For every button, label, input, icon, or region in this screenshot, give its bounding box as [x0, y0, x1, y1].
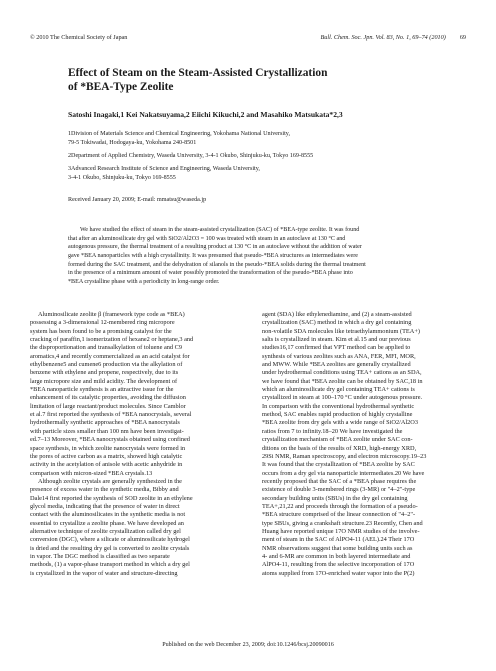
body-text-line: crystallization mechanism of *BEA zeolite under SAC con-: [262, 436, 413, 444]
body-text-line: occurs from a dry gel via nanoparticle intermediates.20 We have: [262, 469, 425, 477]
abstract-line: autogenous pressure, the thermal treatment of a resulting product at 130 °C in an autoclave without the addition of water: [68, 244, 362, 251]
body-text-line: is crystallized in the vapor of water and structure-directing: [30, 569, 178, 577]
body-text-line: 29Si NMR, Raman spectroscopy, and electron microscopy.19–23: [262, 452, 427, 460]
affiliation-2: [68, 152, 466, 161]
body-text-line: methods, (1) a vapor-phase transport method in which a dry gel: [30, 561, 190, 569]
body-text-line: agent (SDA) like ethylenediamine, and (2) a steam-assisted: [262, 311, 412, 318]
body-text-line: we have found that *BEA zeolite can be obtained by SAC,18 in: [262, 377, 423, 385]
body-text-line: conversion (DGC), where a silicate or aluminosilicate hydrogel: [30, 536, 190, 544]
abstract-line: gave *BEA nanoparticles with a high crystallinity. It was presumed that pseudo-*BEA structures as intermediates were: [68, 252, 358, 259]
article-title: [68, 66, 466, 94]
publication-footer: Published on the web December 23, 2009; doi:10.1246/bcsj.20090016: [162, 642, 334, 648]
body-text-line: hydrothermally synthetic approaches of *BEA nanocrystals: [30, 419, 180, 427]
affiliation-3-line-1: 3Advanced Research Institute of Science and Engineering, Waseda University,: [68, 165, 260, 172]
affiliation-2-line-1: 2Department of Applied Chemistry, Waseda University, 3-4-1 Okubo, Shinjuku-ku, Tokyo 169-8555: [68, 152, 314, 159]
affiliation-1-line-2: 79-5 Tokiwadai, Hodogaya-ku, Yokohama 240-8501: [68, 139, 197, 146]
body-text-line: TEA+,21,22 and proceeds through the formation of a pseudo-: [262, 502, 418, 510]
body-text-line: In comparison with the conventional hydrothermal synthetic: [262, 402, 415, 410]
body-text-line: Although zeolite crystals are generally synthesized in the: [38, 477, 182, 485]
affiliation-1-line-1: 1Division of Materials Science and Chemical Engineering, Yokohama National University,: [68, 131, 290, 137]
body-text-line: *BEA nanoparticle synthesis is an attractive issue for the: [30, 386, 174, 394]
body-text-line: atoms supplied from 17O-enriched water vapor into the P(2): [262, 569, 415, 577]
abstract-line: We have studied the effect of steam in the steam-assisted crystallization (SAC) of *BEA-type zeolite. It was found: [80, 227, 360, 233]
body-text-line: glycol media, indicating that the presence of water in direct: [30, 502, 180, 510]
abstract-line: that after an aluminosilicate dry gel with SiO2/Al2O3 = 100 was treated with steam in an autoclave at 130 °C and: [68, 235, 346, 242]
body-text-line: comparison with micron-sized *BEA crystals.13: [30, 469, 153, 477]
body-text-line: type SBUs, giving a crankshaft structure.23 Recently, Chen and: [262, 519, 423, 527]
body-text-line: Aluminosilicate zeolite β (framework type code as *BEA): [38, 311, 185, 318]
affiliations: [68, 130, 466, 187]
title-line-2: of *BEA-Type Zeolite: [68, 81, 174, 93]
received-date-email: Received January 20, 2009; E-mail: mmatsu@waseda.jp: [68, 197, 207, 203]
body-text-line: method, SAC enables rapid production of highly crystalline: [262, 411, 413, 419]
body-text-line: *BEA zeolite from dry gels with a wide range of SiO2/Al2O3: [262, 419, 418, 427]
body-text-line: alternative technique of zeolite crystallization called dry gel: [30, 527, 181, 535]
body-text-line: cracking of paraffin,1 isomerization of hexane2 or heptane,3 and: [30, 336, 194, 344]
body-text-line: recently proposed that the SAC of a *BEA phase requires the: [262, 477, 417, 485]
body-text-line: AlPO4-11, resulting from the selective incorporation of 17O: [262, 561, 415, 569]
journal-reference: Bull. Chem. Soc. Jpn. Vol. 83, No. 1, 69–74 (2010): [320, 34, 446, 41]
body-text-line: possessing a 3-dimensional 12-membered ring micropore: [30, 319, 175, 327]
body-text-line: system has been found to be a promising catalyst for the: [30, 327, 172, 335]
body-text-line: non-volatile SDA molecules like tetraethylammonium (TEA+): [262, 327, 420, 335]
body-text-line: existence of double 3-membered rings (3-MR) or "4–2"-type: [262, 486, 416, 494]
body-text-line: synthesis of various zeolites such as ANA, FER, MFI, MOR,: [262, 352, 416, 360]
body-text-line: aromatics,4 and recently commercialized as an acid catalyst for: [30, 352, 190, 360]
body-text-line: crystallized in steam at 100–170 °C under autogenous pressure.: [262, 394, 423, 402]
body-text-line: limitation of large reactant/product molecules. Since Camblor: [30, 402, 186, 410]
body-text-line: in vapor. The DGC method is classified as two separate: [30, 552, 170, 560]
body-text-line: under hydrothermal conditions using TEA+ cations as an SDA,: [262, 369, 422, 377]
title-line-1: Effect of Steam on the Steam-Assisted Crystallization: [68, 67, 328, 79]
body-text-line: studies16,17 confirmed that VPT method can be applied to: [262, 344, 411, 352]
body-text-line: crystallization (SAC) method in which a dry gel containing: [262, 319, 412, 327]
body-text-line: ed.7–13 Moreover, *BEA nanocrystals obtained using confined: [30, 436, 190, 444]
body-text-line: which an aluminosilicate dry gel containing TEA+ cations is: [262, 386, 415, 394]
page-number: 69: [459, 34, 466, 41]
body-text-line: et al.7 first reported the synthesis of *BEA nanocrystals, several: [30, 411, 192, 419]
body-column-left: [30, 311, 235, 578]
body-text-line: 4- and 6-MR are common in both layered intermediate and: [262, 552, 411, 560]
affiliation-3-line-2: 3-4-1 Okubo, Shinjuku-ku, Tokyo 169-8555: [68, 174, 176, 181]
author-list: Satoshi Inagaki,1 Kei Nakatsuyama,2 Eiichi Kikuchi,2 and Masahiko Matsukata*2,3: [68, 110, 343, 119]
journal-citation: [321, 32, 466, 44]
body-text-line: is dried and the resulting dry gel is converted to zeolite crystals: [30, 544, 190, 552]
body-text-line: ethylbenzene5 and cumene6 production via the alkylation of: [30, 361, 183, 369]
body-text-line: space synthesis, in which zeolite nanocrystals were formed in: [30, 444, 186, 452]
copyright-notice: © 2010 The Chemical Society of Japan: [30, 34, 128, 41]
body-text-line: enhancement of its catalytic properties, avoiding the diffusion: [30, 394, 186, 402]
body-text-line: the disproportionation and transalkylation of toluene and C9: [30, 344, 182, 352]
abstract-line: *BEA crystalline phase with a periodicity in long-range order.: [68, 278, 220, 285]
body-text-line: It was found that the crystallization of *BEA zeolite by SAC: [262, 461, 415, 469]
body-text-line: the pores of active carbon as a matrix, showed high catalytic: [30, 452, 183, 460]
abstract: [68, 226, 462, 287]
body-text-line: ditions on the basis of the results of XRD, high-energy XRD,: [262, 444, 417, 452]
body-text-line: ratios from 7 to infinity.18–20 We have investigated the: [262, 427, 403, 435]
body-text-line: benzene with ethylene and propene, respectively, due to its: [30, 369, 179, 377]
abstract-line: formed during the SAC treatment, and the dehydration of silanols in the pseudo-*BEA solids during the thermal treatment: [68, 261, 366, 268]
body-text-line: with particle sizes smaller than 100 nm have been investigat-: [30, 427, 184, 435]
body-text-line: NMR observations suggest that some building units such as: [262, 544, 413, 552]
body-text-line: essential to crystallize a zeolite phase. We have developed an: [30, 519, 184, 527]
body-text-line: activity in the acetylation of anisole with acetic anhydride in: [30, 461, 183, 469]
body-text-line: presence of excess water in the synthetic media, Bibby and: [30, 486, 179, 494]
body-text-line: contact with the aluminosilicates in the synthetic media is not: [30, 511, 186, 519]
body-text-line: ment of steam in the SAC of AlPO4-11 (AEL).24 Their 17O: [262, 536, 415, 544]
body-text-line: Dale14 first reported the synthesis of SOD zeolite in an ethylene: [30, 494, 193, 502]
body-column-right: [262, 311, 467, 578]
body-text-line: salts is crystallized in steam. Kim et al.15 and our previous: [262, 336, 411, 344]
running-header: [30, 32, 466, 44]
body-text-line: large micropore size and mild acidity. The development of: [30, 377, 178, 385]
affiliation-3: [68, 165, 466, 182]
body-text-line: *BEA structure comprised of the linear connection of "4–2"-: [262, 511, 416, 519]
abstract-line: in the presence of a minimum amount of water possibly promoted the transformation of the pseudo-*BEA phase into: [68, 270, 353, 277]
body-text-line: and MWW. While *BEA zeolites are generally crystallized: [262, 361, 411, 369]
affiliation-1: [68, 130, 466, 147]
body-text-line: secondary building units (SBUs) in the dry gel containing: [262, 494, 408, 502]
body-text-line: Huang have reported unique 17O NMR studies of the involve-: [262, 527, 420, 535]
